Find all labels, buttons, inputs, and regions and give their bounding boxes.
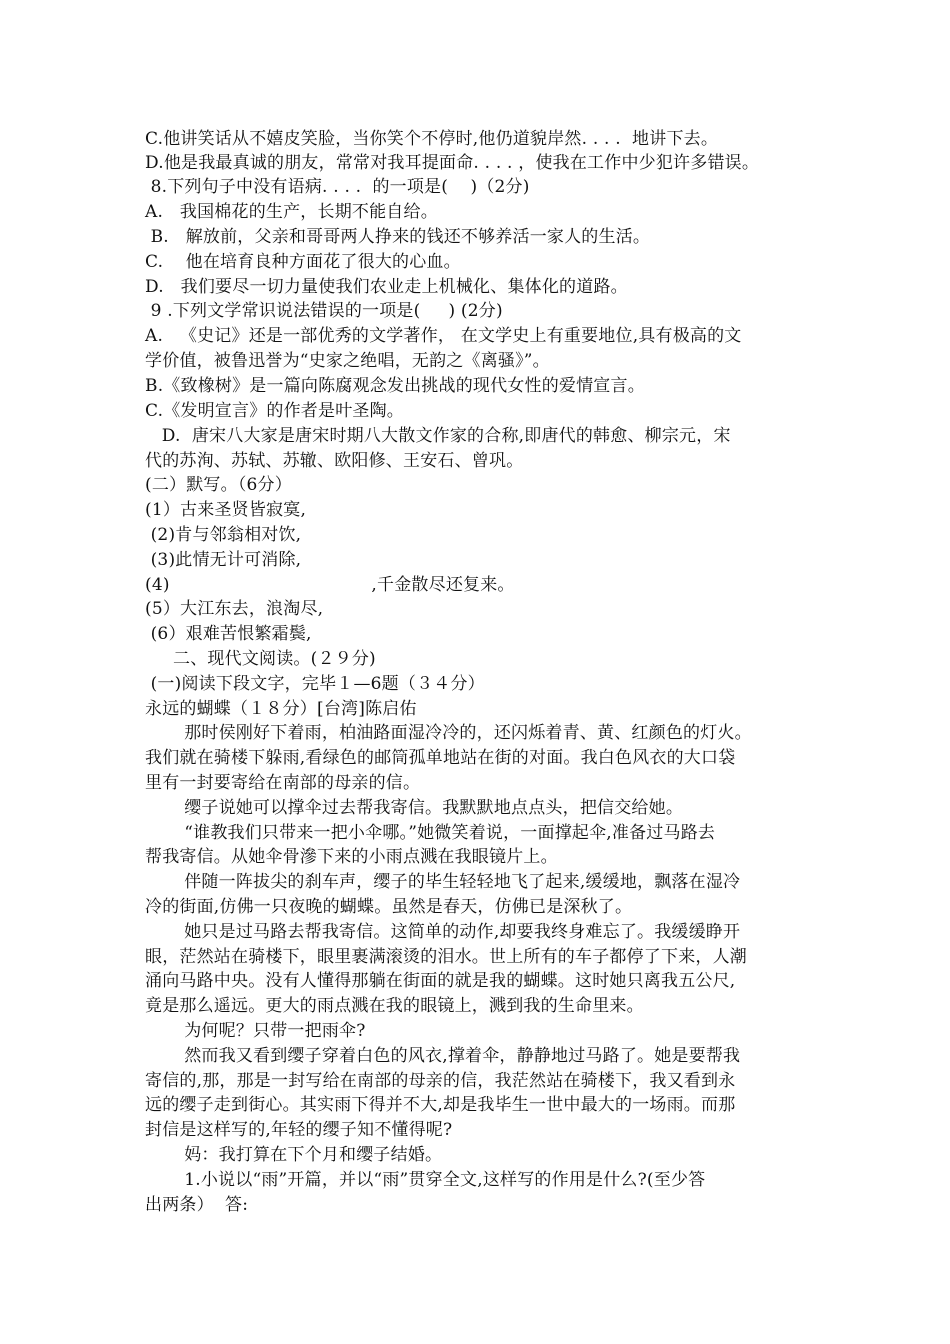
- reading-question-1-line2: 出两条） 答:: [145, 1195, 249, 1215]
- question-9-option-c: C.《发明宣言》的作者是叶圣陶。: [145, 401, 405, 421]
- question-7-option-c: C.他讲笑话从不嬉皮笑脸，当你笑个不停时,他仍道貌岸然. . . . 地讲下去。: [145, 129, 719, 149]
- question-9-option-d-line1: D. 唐宋八大家是唐宋时期八大散文作家的合称,即唐代的韩愈、柳宗元，宋: [145, 426, 731, 446]
- passage-line: 帮我寄信。从她伞骨滲下来的小雨点溅在我眼镜片上。: [145, 847, 558, 867]
- section-reading-heading: 二、现代文阅读。(２９分): [145, 649, 376, 669]
- section-dictation-heading: (二）默写。（6分）: [145, 475, 292, 495]
- question-9-option-b: B.《致橡树》是一篇向陈腐观念发出挑战的现代女性的爱情宣言。: [145, 376, 645, 396]
- question-9-option-a-line1: A. 《史记》还是一部优秀的文学著作， 在文学史上有重要地位,具有极高的文: [145, 326, 742, 346]
- passage-line: 她只是过马路去帮我寄信。这简单的动作,却要我终身难忘了。我缓缓睁开: [145, 922, 741, 942]
- question-7-option-d: D.他是我最真诚的朋友，常常对我耳提面命. . . . ，使我在工作中少犯许多错误。: [145, 153, 760, 173]
- passage-line: 寄信的,那，那是一封写给在南部的母亲的信，我茫然站在骑楼下，我又看到永: [145, 1071, 736, 1091]
- passage-line: 为何呢？只带一把雨伞?: [145, 1021, 366, 1041]
- question-8-stem: 8.下列句子中没有语病. . . . 的一项是( )（2分): [145, 177, 530, 197]
- question-8-option-c: C. 他在培育良种方面花了很大的心血。: [145, 252, 461, 272]
- dictation-item-1: (1）古来圣贤皆寂寞,: [145, 500, 307, 520]
- question-9-option-d-line2: 代的苏洵、苏轼、苏辙、欧阳修、王安石、曾巩。: [145, 451, 524, 471]
- question-8-option-b: B. 解放前，父亲和哥哥两人挣来的钱还不够养活一家人的生活。: [145, 227, 651, 247]
- dictation-item-4: (4) ,千金散尽还复来。: [145, 575, 515, 595]
- passage-line: 我们就在骑楼下躲雨,看绿色的邮筒孤单地站在街的对面。我白色风衣的大口袋: [145, 748, 736, 768]
- passage-line: 冷的街面,仿佛一只夜晚的蝴蝶。虽然是春天，仿佛已是深秋了。: [145, 897, 633, 917]
- passage-line: 封信是这样写的,年轻的缨子知不懂得呢?: [145, 1120, 453, 1140]
- reading-question-1-line1: 1.小说以“雨”开篇，并以“雨”贯穿全文,这样写的作用是什么?(至少答: [145, 1170, 706, 1190]
- dictation-item-3: (3)此情无计可消除,: [145, 550, 302, 570]
- passage-line: 眼，茫然站在骑楼下，眼里裹满滚烫的泪水。世上所有的车子都停了下来，人潮: [145, 947, 747, 967]
- question-8-option-a: A. 我国棉花的生产，长期不能自给。: [145, 202, 438, 222]
- passage-line: “谁教我们只带来一把小伞哪。”她微笑着说，一面撑起伞,准备过马路去: [145, 823, 716, 843]
- dictation-item-2: (2)肯与邻翁相对饮,: [145, 525, 302, 545]
- passage-line: 缨子说她可以撑伞过去帮我寄信。我默默地点点头，把信交给她。: [145, 798, 684, 818]
- passage-line: 那时侯刚好下着雨，柏油路面湿冷冷的，还闪烁着青、黄、红颜色的灯火。: [145, 723, 752, 743]
- passage-line: 伴随一阵拔尖的刹车声，缨子的毕生轻轻地飞了起来,缓缓地，飘落在湿冷: [145, 872, 741, 892]
- passage-line: 竟是那么遥远。更大的雨点溅在我的眼镜上，溅到我的生命里来。: [145, 996, 644, 1016]
- dictation-item-6: (6）艰难苦恨繁霜鬓,: [145, 624, 312, 644]
- passage-title: 永远的蝴蝶（１８分）[台湾]陈启佑: [145, 699, 417, 719]
- passage-line: 远的缨子走到街心。其实雨下得并不大,却是我毕生一世中最大的一场雨。而那: [145, 1095, 736, 1115]
- passage-line: 里有一封要寄给在南部的母亲的信。: [145, 773, 421, 793]
- question-9-stem: 9 .下列文学常识说法错误的一项是( ) (2分): [145, 301, 503, 321]
- reading-subsection-heading: (一)阅读下段文字，完毕１—6题（３４分）: [145, 674, 485, 694]
- passage-line: 然而我又看到缨子穿着白色的风衣,撑着伞，静静地过马路了。她是要帮我: [145, 1046, 741, 1066]
- dictation-item-5: (5）大江东去，浪淘尽,: [145, 599, 324, 619]
- question-9-option-a-line2: 学价值，被鲁迅誉为“史家之绝唱，无韵之《离骚》”。: [145, 351, 550, 371]
- passage-line: 妈：我打算在下个月和缨子结婚。: [145, 1145, 443, 1165]
- question-8-option-d: D. 我们要尽一切力量使我们农业走上机械化、集体化的道路。: [145, 277, 628, 297]
- passage-line: 涌向马路中央。没有人懂得那躺在街面的就是我的蝴蝶。这时她只离我五公尺,: [145, 971, 736, 991]
